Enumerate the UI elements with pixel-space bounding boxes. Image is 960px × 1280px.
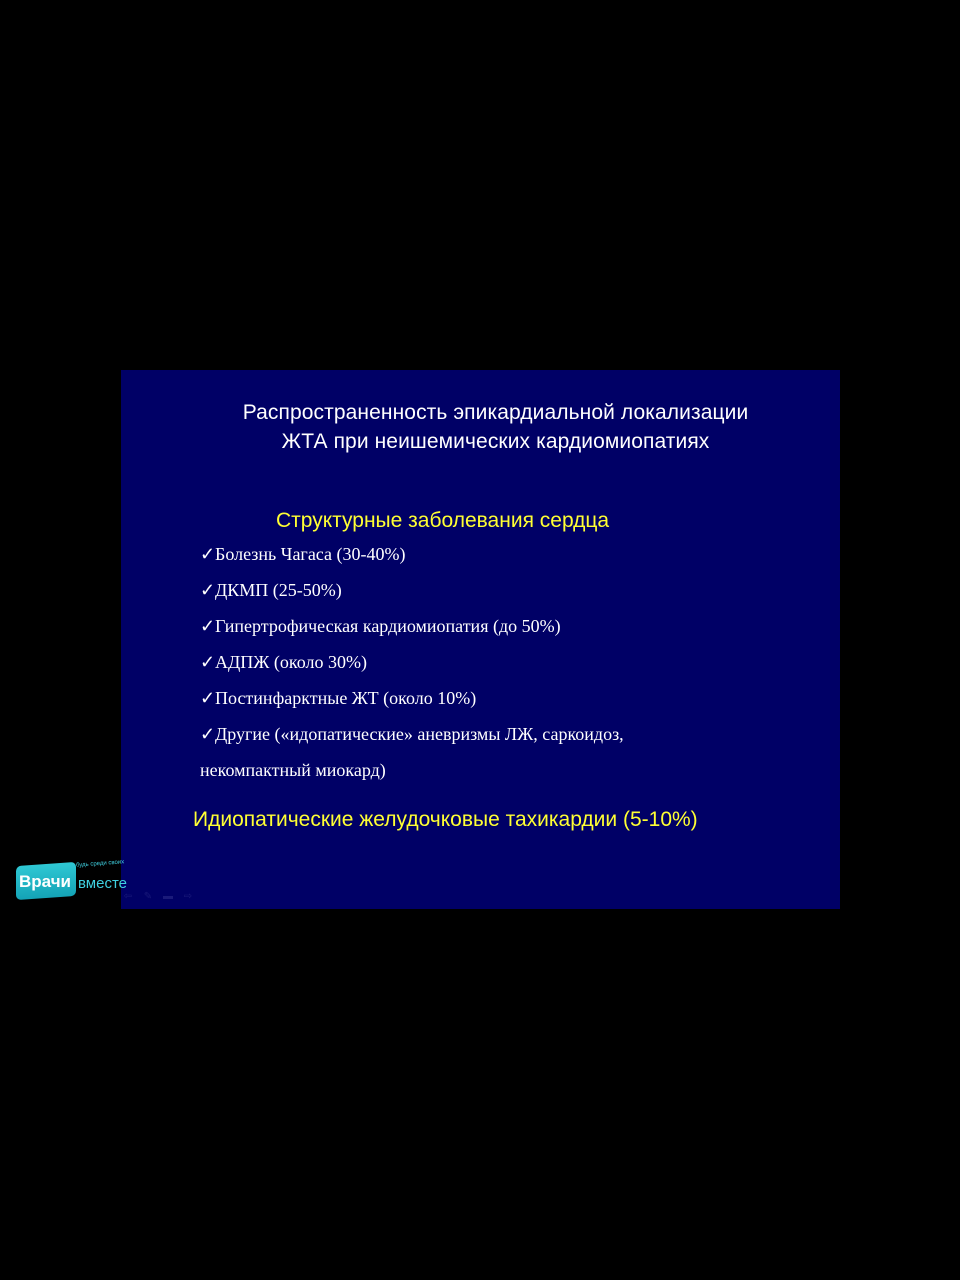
list-item — [200, 614, 624, 650]
logo-tagline: будь среди своих — [75, 859, 125, 869]
checkmark-icon: ✓ — [200, 724, 216, 744]
slide-title-line-1: Распространенность эпикардиальной локализации — [242, 401, 749, 424]
list-item — [200, 578, 624, 614]
checkmark-icon: ✓ — [200, 544, 216, 564]
checkmark-icon: ✓ — [200, 580, 216, 600]
list-item — [200, 686, 624, 722]
logo-word-vrachi: Врачи — [19, 872, 72, 891]
checkmark-icon: ✓ — [200, 652, 216, 672]
checkmark-icon: ✓ — [200, 688, 216, 708]
next-slide-icon[interactable]: ⇨ — [183, 891, 193, 902]
slide-title-line-2: ЖТА при неишемических кардиомиопатиях — [281, 430, 710, 453]
section-heading: Структурные заболевания сердца — [276, 509, 610, 532]
list-item-text: Постинфарктные ЖТ (около 10%) — [215, 688, 477, 708]
menu-icon[interactable]: ▬ — [163, 891, 173, 902]
presentation-slide — [121, 370, 840, 909]
list-item-text: Другие («идопатические» аневризмы ЛЖ, саркоидоз, — [215, 724, 624, 744]
previous-slide-icon[interactable]: ⇦ — [123, 891, 133, 902]
list-item-text: ДКМП (25-50%) — [215, 580, 342, 600]
logo-word-vmeste: вместе — [78, 875, 127, 892]
slide-title — [121, 398, 870, 456]
list-item — [200, 722, 624, 758]
idiopathic-vt-line: Идиопатические желудочковые тахикардии (5-10%) — [193, 808, 698, 831]
pen-icon[interactable]: ✎ — [143, 891, 153, 902]
list-item — [200, 542, 624, 578]
list-item-continuation: некомпактный миокард) — [200, 760, 386, 780]
list-item-text: Гипертрофическая кардиомиопатия (до 50%) — [215, 616, 561, 636]
list-item — [200, 650, 624, 686]
vrachi-vmeste-logo — [14, 856, 149, 906]
checkmark-icon: ✓ — [200, 616, 216, 636]
list-item-text: Болезнь Чагаса (30-40%) — [215, 544, 406, 564]
disease-list — [200, 542, 624, 758]
list-item-text: АДПЖ (около 30%) — [215, 652, 367, 672]
